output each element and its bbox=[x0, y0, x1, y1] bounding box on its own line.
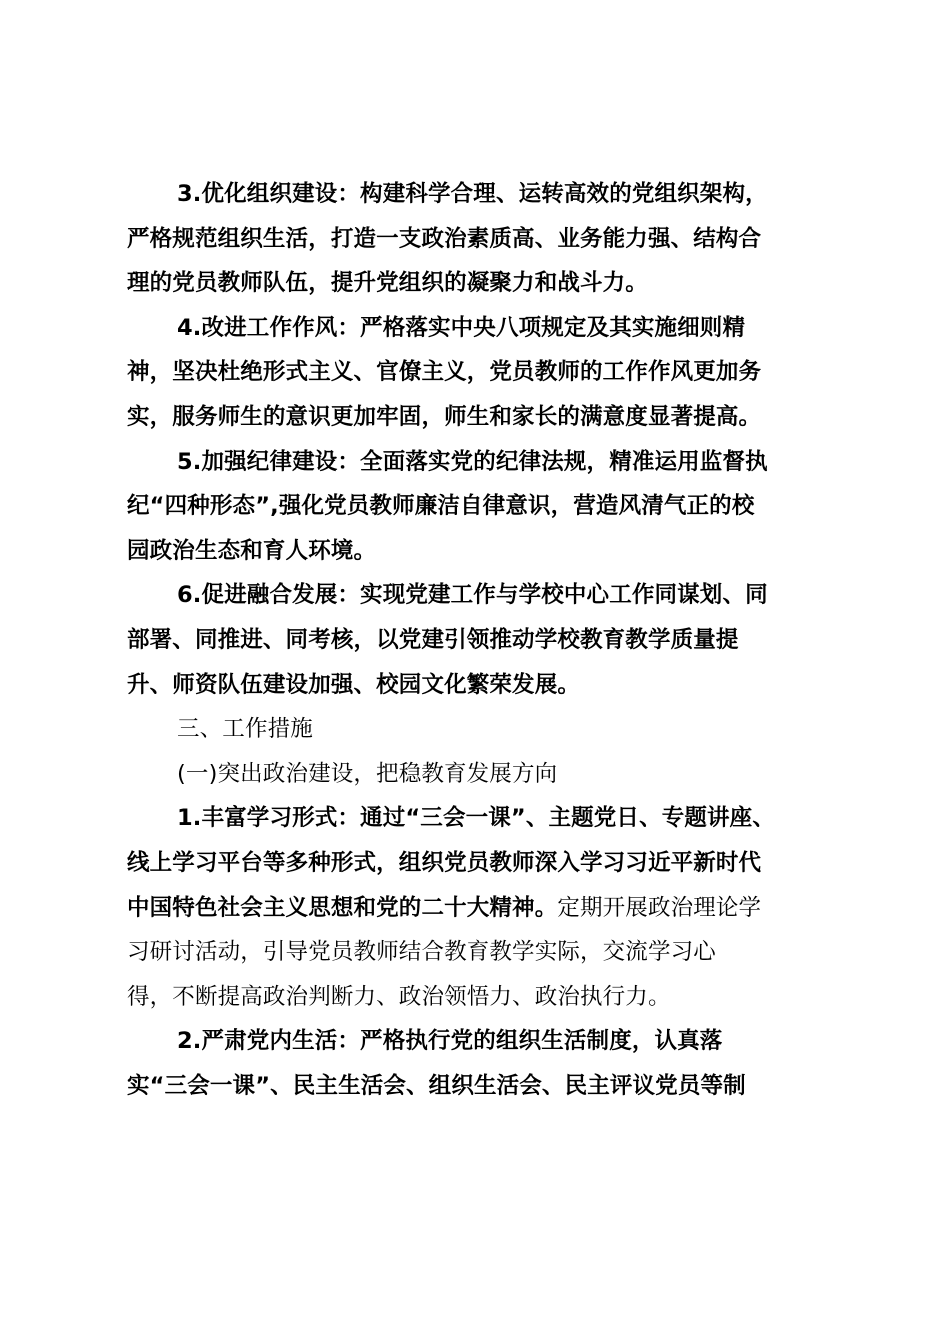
paragraph-line: 理的党员教师队伍，提升党组织的凝聚力和战斗力。 bbox=[127, 270, 648, 297]
paragraph-line: 部署、同推进、同考核，以党建引领推动学校教育教学质量提 bbox=[127, 626, 739, 653]
bold-run: 中国特色社会主义思想和党的二十大精神。 bbox=[127, 894, 558, 921]
subsection-heading: (一)突出政治建设，把稳教育发展方向 bbox=[177, 760, 558, 787]
paragraph-line: 实“三会一课”、民主生活会、组织生活会、民主评议党员等制 bbox=[127, 1072, 746, 1099]
paragraph-line: 神，坚决杜绝形式主义、官僚主义，党员教师的工作作风更加务 bbox=[127, 359, 762, 386]
paragraph-line: 6.促进融合发展：实现党建工作与学校中心工作同谋划、同 bbox=[177, 582, 768, 609]
paragraph-line: 严格规范组织生活，打造一支政治素质高、业务能力强、结构合 bbox=[127, 225, 762, 252]
paragraph-line: 升、师资队伍建设加强、校园文化繁荣发展。 bbox=[127, 671, 581, 698]
paragraph-line: 4.改进工作作风：严格落实中央八项规定及其实施细则精 bbox=[177, 314, 746, 341]
paragraph-line: 5.加强纪律建设：全面落实党的纪律法规，精准运用监督执 bbox=[177, 448, 768, 475]
paragraph-line: 纪“四种形态”,强化党员教师廉洁自律意识，营造风清气正的校 bbox=[127, 493, 755, 520]
paragraph-line: 得，不断提高政治判断力、政治领悟力、政治执行力。 bbox=[127, 983, 671, 1010]
paragraph-line: 1.丰富学习形式：通过“三会一课”、主题党日、专题讲座、 bbox=[177, 805, 775, 832]
document-body bbox=[127, 172, 827, 1108]
paragraph-line: 2.严肃党内生活：严格执行党的组织生活制度，认真落 bbox=[177, 1028, 723, 1055]
paragraph-line: 3.优化组织建设：构建科学合理、运转高效的党组织架构， bbox=[177, 181, 768, 207]
normal-run: 定期开展政治理论学 bbox=[557, 894, 762, 921]
paragraph-line: 实，服务师生的意识更加牢固，师生和家长的满意度显著提高。 bbox=[127, 403, 762, 430]
paragraph-line: 习研讨活动，引导党员教师结合教育教学实际，交流学习心 bbox=[127, 939, 716, 966]
paragraph-line bbox=[127, 886, 827, 931]
section-heading: 三、工作措施 bbox=[177, 716, 313, 743]
paragraph-line: 线上学习平台等多种形式，组织党员教师深入学习习近平新时代 bbox=[127, 849, 762, 876]
paragraph-line: 园政治生态和育人环境。 bbox=[127, 537, 377, 564]
